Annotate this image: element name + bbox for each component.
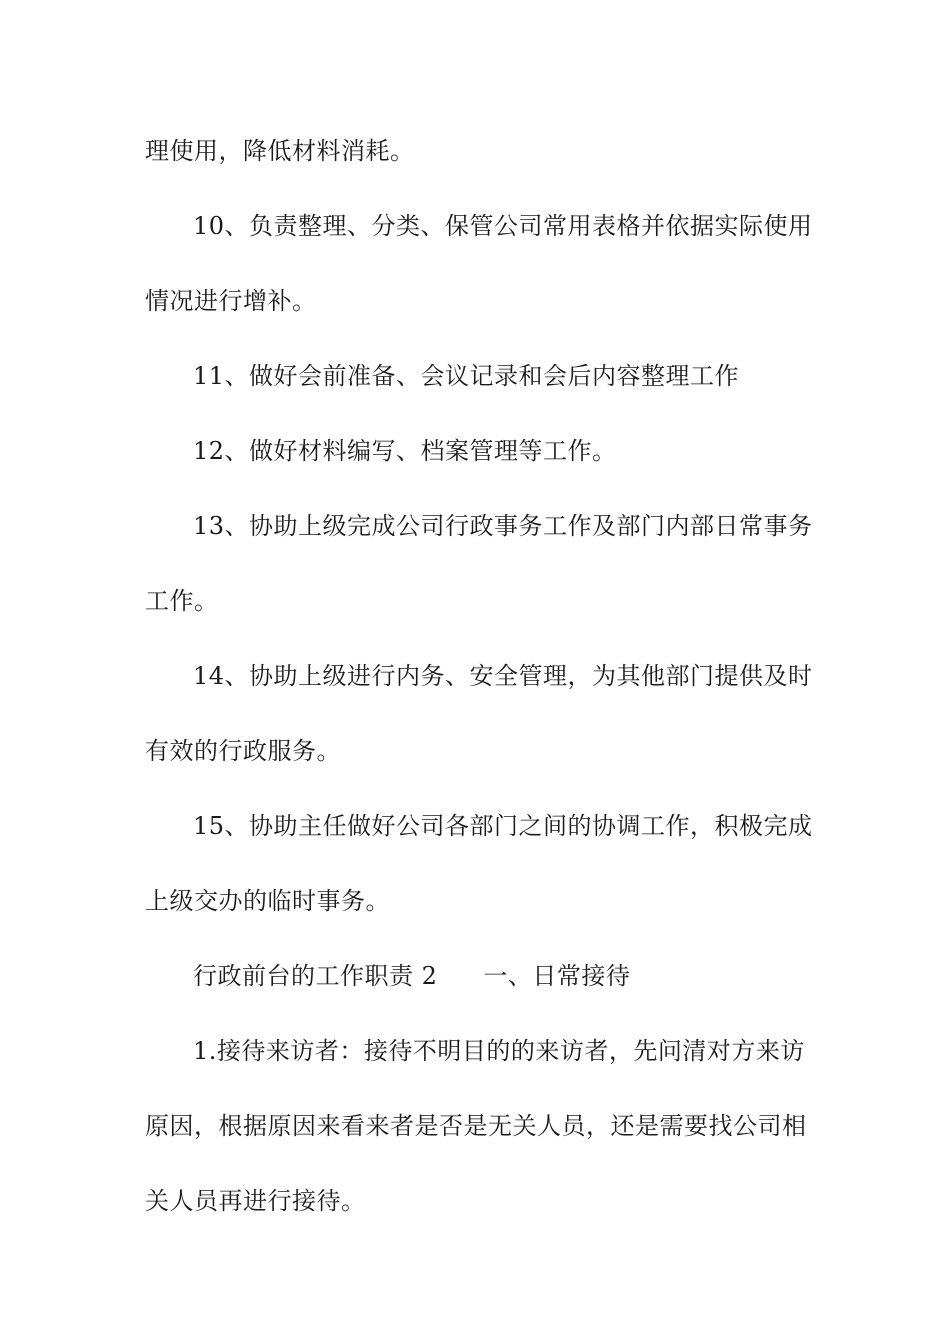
text-line: 原因，根据原因来看来者是否是无关人员，还是需要找公司相 bbox=[145, 1112, 807, 1140]
text-line: 工作。 bbox=[145, 587, 219, 615]
text-line: 有效的行政服务。 bbox=[145, 737, 341, 765]
text-line: 上级交办的临时事务。 bbox=[145, 887, 390, 915]
text-line: 13、协助上级完成公司行政事务工作及部门内部日常事务 bbox=[193, 512, 813, 540]
section-heading-subtitle: 一、日常接待 bbox=[483, 962, 631, 990]
text-line: 11、做好会前准备、会议记录和会后内容整理工作 bbox=[193, 362, 740, 390]
text-line: 情况进行增补。 bbox=[145, 287, 317, 315]
section-heading bbox=[193, 959, 810, 993]
text-line: 1.接待来访者：接待不明目的的来访者，先问清对方来访 bbox=[193, 1037, 805, 1065]
text-line: 14、协助上级进行内务、安全管理，为其他部门提供及时 bbox=[193, 662, 813, 690]
text-line: 理使用，降低材料消耗。 bbox=[145, 137, 415, 165]
text-line: 15、协助主任做好公司各部门之间的协调工作，积极完成 bbox=[193, 812, 813, 840]
text-line: 12、做好材料编写、档案管理等工作。 bbox=[193, 437, 617, 465]
text-line: 关人员再进行接待。 bbox=[145, 1187, 366, 1215]
text-line: 10、负责整理、分类、保管公司常用表格并依据实际使用 bbox=[193, 212, 813, 240]
section-heading-title: 行政前台的工作职责 2 bbox=[193, 962, 438, 990]
